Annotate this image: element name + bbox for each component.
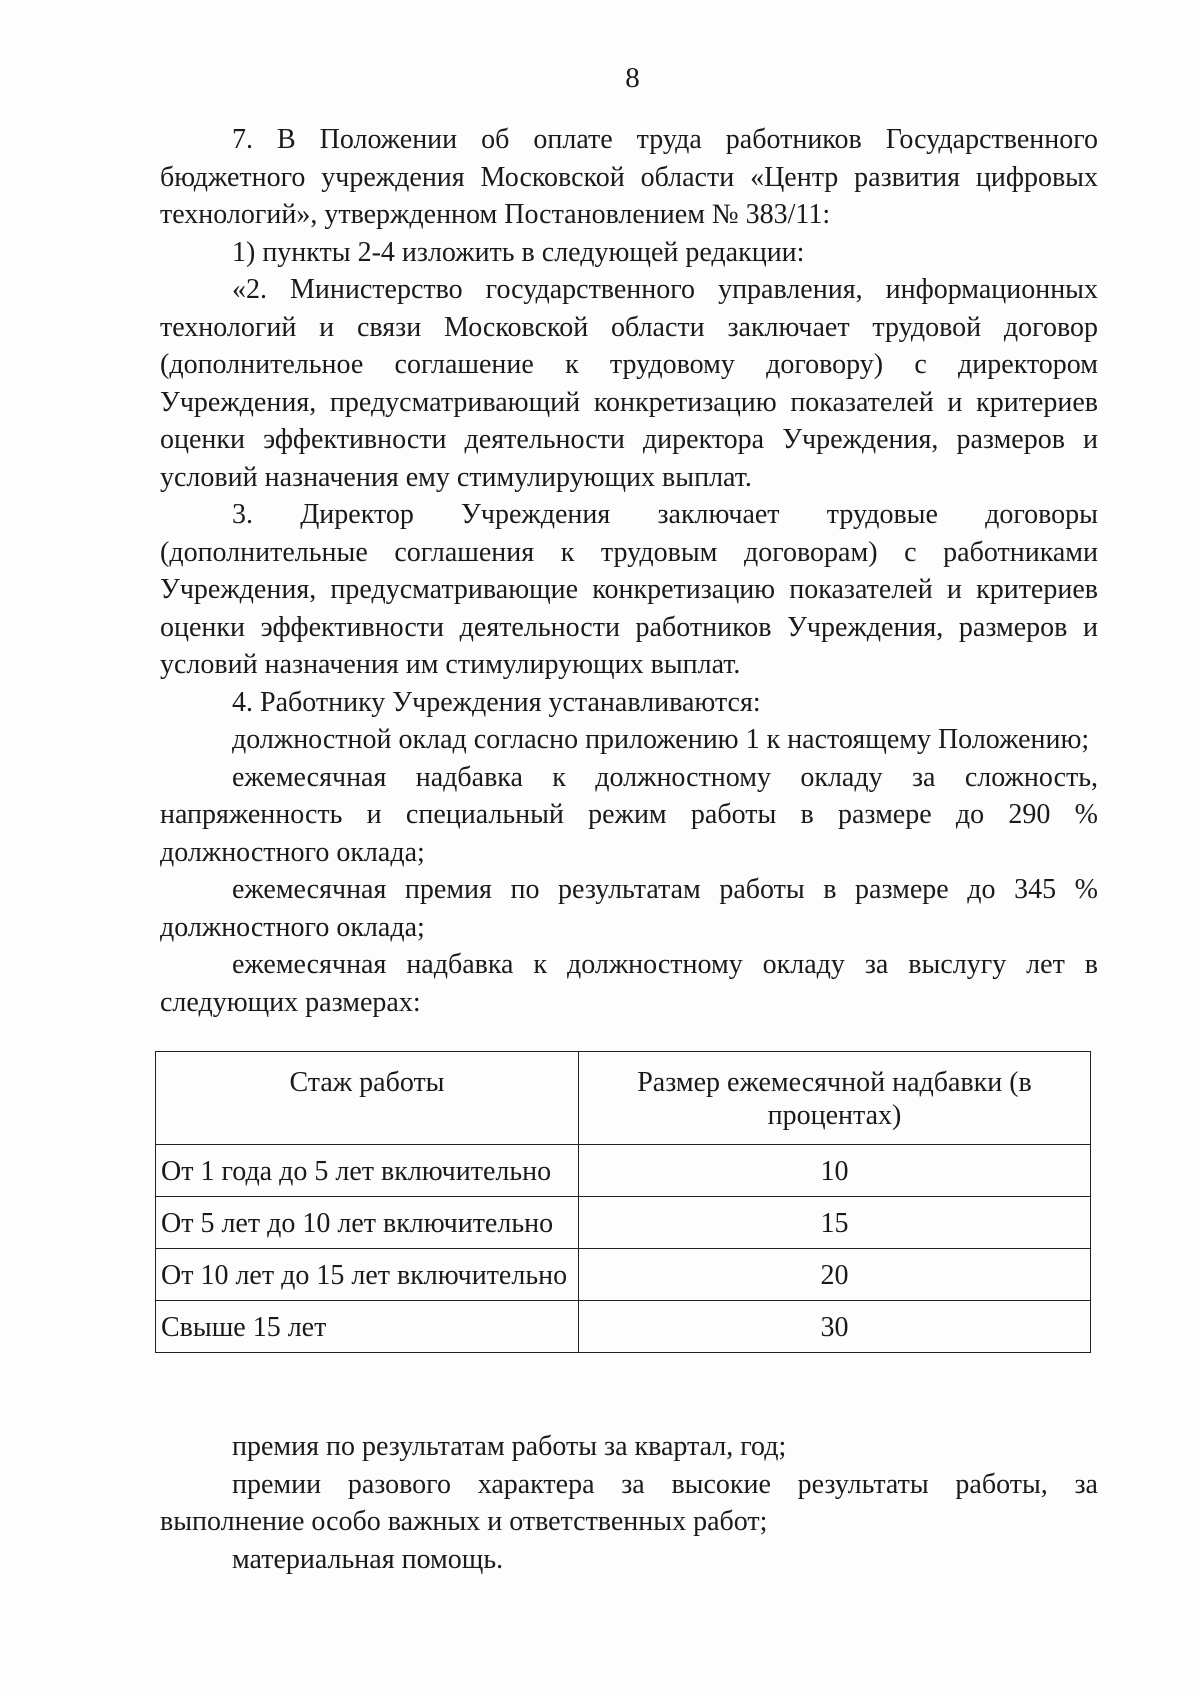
paragraph-one-time-premium: премии разового характера за высокие результаты работы, за выполнение особо важных и ответственных работ; [160, 1468, 1098, 1537]
paragraph-point-4: 4. Работнику Учреждения устанавливаются: [232, 686, 761, 718]
paragraph-item-7: 7. В Положении об оплате труда работников Государственного бюджетного учреждения Московской области «Центр развития цифровых технологий», утвержденном Постановлением № 383/11: [160, 124, 1098, 230]
paragraph-material-aid: материальная помощь. [232, 1543, 504, 1575]
table-row [156, 1197, 1091, 1249]
paragraph-subitem-1: 1) пункты 2-4 изложить в следующей редакции: [232, 236, 805, 268]
table-cell-value: 10 [579, 1145, 1091, 1197]
table-header-stage: Стаж работы [156, 1052, 579, 1145]
seniority-table [155, 1051, 1091, 1353]
table-cell-stage [156, 1249, 579, 1301]
table-row [156, 1249, 1091, 1301]
paragraph-salary: должностной оклад согласно приложению 1 к настоящему Положению; [232, 724, 1090, 755]
table-cell-value: 30 [579, 1301, 1091, 1353]
table-cell-stage: От 5 лет до 10 лет включительно [156, 1197, 579, 1249]
table-row [156, 1301, 1091, 1353]
table-cell-value: 20 [579, 1249, 1091, 1301]
paragraph-point-2: «2. Министерство государственного управления, информационных технологий и связи Московской области заключает трудовой договор (дополнительное соглашение к трудовому договору) с директором Учреждения, предусматривающий конкретизацию показателей и критериев оценки эффективности деятельности директора Учреждения, размеров и условий назначения ему стимулирующих выплат. [160, 274, 1098, 493]
page-number: 8 [625, 62, 640, 94]
body-text-top [160, 121, 1098, 1021]
table-header-row [156, 1052, 1091, 1145]
table-cell-stage: От 1 года до 5 лет включительно [156, 1145, 579, 1197]
paragraph-seniority-bonus: ежемесячная надбавка к должностному окладу за выслугу лет в следующих размерах: [160, 949, 1098, 1018]
table-cell-stage-text: От 10 лет до 15 лет включительно [161, 1260, 568, 1291]
table-row [156, 1145, 1091, 1197]
table-cell-stage: Свыше 15 лет [156, 1301, 579, 1353]
body-text-bottom [160, 1428, 1098, 1578]
table-cell-value: 15 [579, 1197, 1091, 1249]
paragraph-complexity-bonus: ежемесячная надбавка к должностному окладу за сложность, напряженность и специальный режим работы в размере до 290 % должностного оклада; [160, 761, 1098, 868]
paragraph-quarter-premium: премия по результатам работы за квартал, год; [232, 1431, 787, 1462]
paragraph-monthly-premium: ежемесячная премия по результатам работы в размере до 345 % должностного оклада; [160, 874, 1098, 943]
paragraph-point-3: 3. Директор Учреждения заключает трудовые договоры (дополнительные соглашения к трудовым договорам) с работниками Учреждения, предусматривающие конкретизацию показателей и критериев оценки эффективности деятельности работников Учреждения, размеров и условий назначения им стимулирующих выплат. [160, 499, 1098, 680]
table-header-size: Размер ежемесячной надбавки (в процентах) [579, 1052, 1091, 1145]
